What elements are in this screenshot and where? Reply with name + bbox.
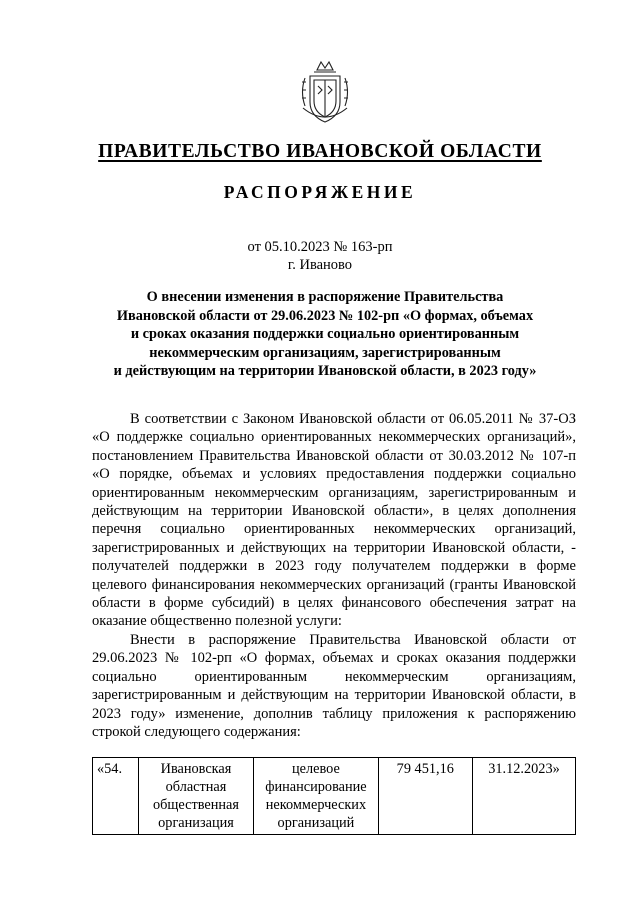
deadline-cell: 31.12.2023» bbox=[473, 758, 576, 835]
heading-line: некоммерческим организациям, зарегистрированным bbox=[149, 344, 501, 361]
appendix-table bbox=[92, 757, 576, 835]
support-form-cell: целевое финансирование некоммерческих организаций bbox=[254, 758, 378, 835]
heading-line: и сроках оказания поддержки социально ориентированным bbox=[130, 326, 520, 342]
document-body bbox=[92, 410, 576, 741]
organization-cell: Ивановская областная общественная организация bbox=[138, 758, 254, 835]
table-row bbox=[93, 758, 576, 835]
body-paragraph: Внести в распоряжение Правительства Ивановской области от 29.06.2023 № 102-рп «О формах, объемах и сроках оказания поддержки социально ориентированным некоммерческим организациям, зарегистрированным и действующим на территории Ивановской области, в 2023 году» изменение, дополнив таблицу приложения к распоряжению строкой следующего содержания: bbox=[92, 631, 576, 740]
coat-of-arms-icon bbox=[297, 60, 353, 126]
amount-cell: 79 451,16 bbox=[378, 758, 472, 835]
heading-line: и действующим на территории Ивановской области, в 2023 году» bbox=[113, 363, 537, 379]
document-heading bbox=[80, 288, 570, 381]
heading-line: Ивановской области от 29.06.2023 № 102-рп «О формах, объемах bbox=[116, 307, 534, 324]
row-number: «54. bbox=[93, 758, 139, 835]
document-type: РАСПОРЯЖЕНИЕ bbox=[223, 182, 417, 202]
document-date-number: от 05.10.2023 № 163-рп bbox=[247, 239, 393, 255]
document-city: г. Иваново bbox=[287, 257, 353, 273]
heading-line: О внесении изменения в распоряжение Правительства bbox=[146, 289, 504, 305]
government-title: ПРАВИТЕЛЬСТВО ИВАНОВСКОЙ ОБЛАСТИ bbox=[98, 141, 542, 162]
body-paragraph: В соответствии с Законом Ивановской области от 06.05.2011 № 37-ОЗ «О поддержке социально ориентированных некоммерческих организаций», постановлением Правительства Ивановской области от 30.03.2012 № 107-п «О порядке, объемах и условиях предоставления поддержки социально ориентированным некоммерческим организациям, зарегистрированным и действующим на территории Ивановской области», в целях дополнения перечня социально ориентированных некоммерческих организаций, зарегистрированных и действующих на территории Ивановской области, - получателей поддержки в 2023 году получателем поддержки в форме целевого финансирования некоммерческих организаций (гранты Ивановской области в форме субсидий) в целях финансового обеспечения затрат на оказание общественно полезной услуги: bbox=[92, 411, 576, 630]
